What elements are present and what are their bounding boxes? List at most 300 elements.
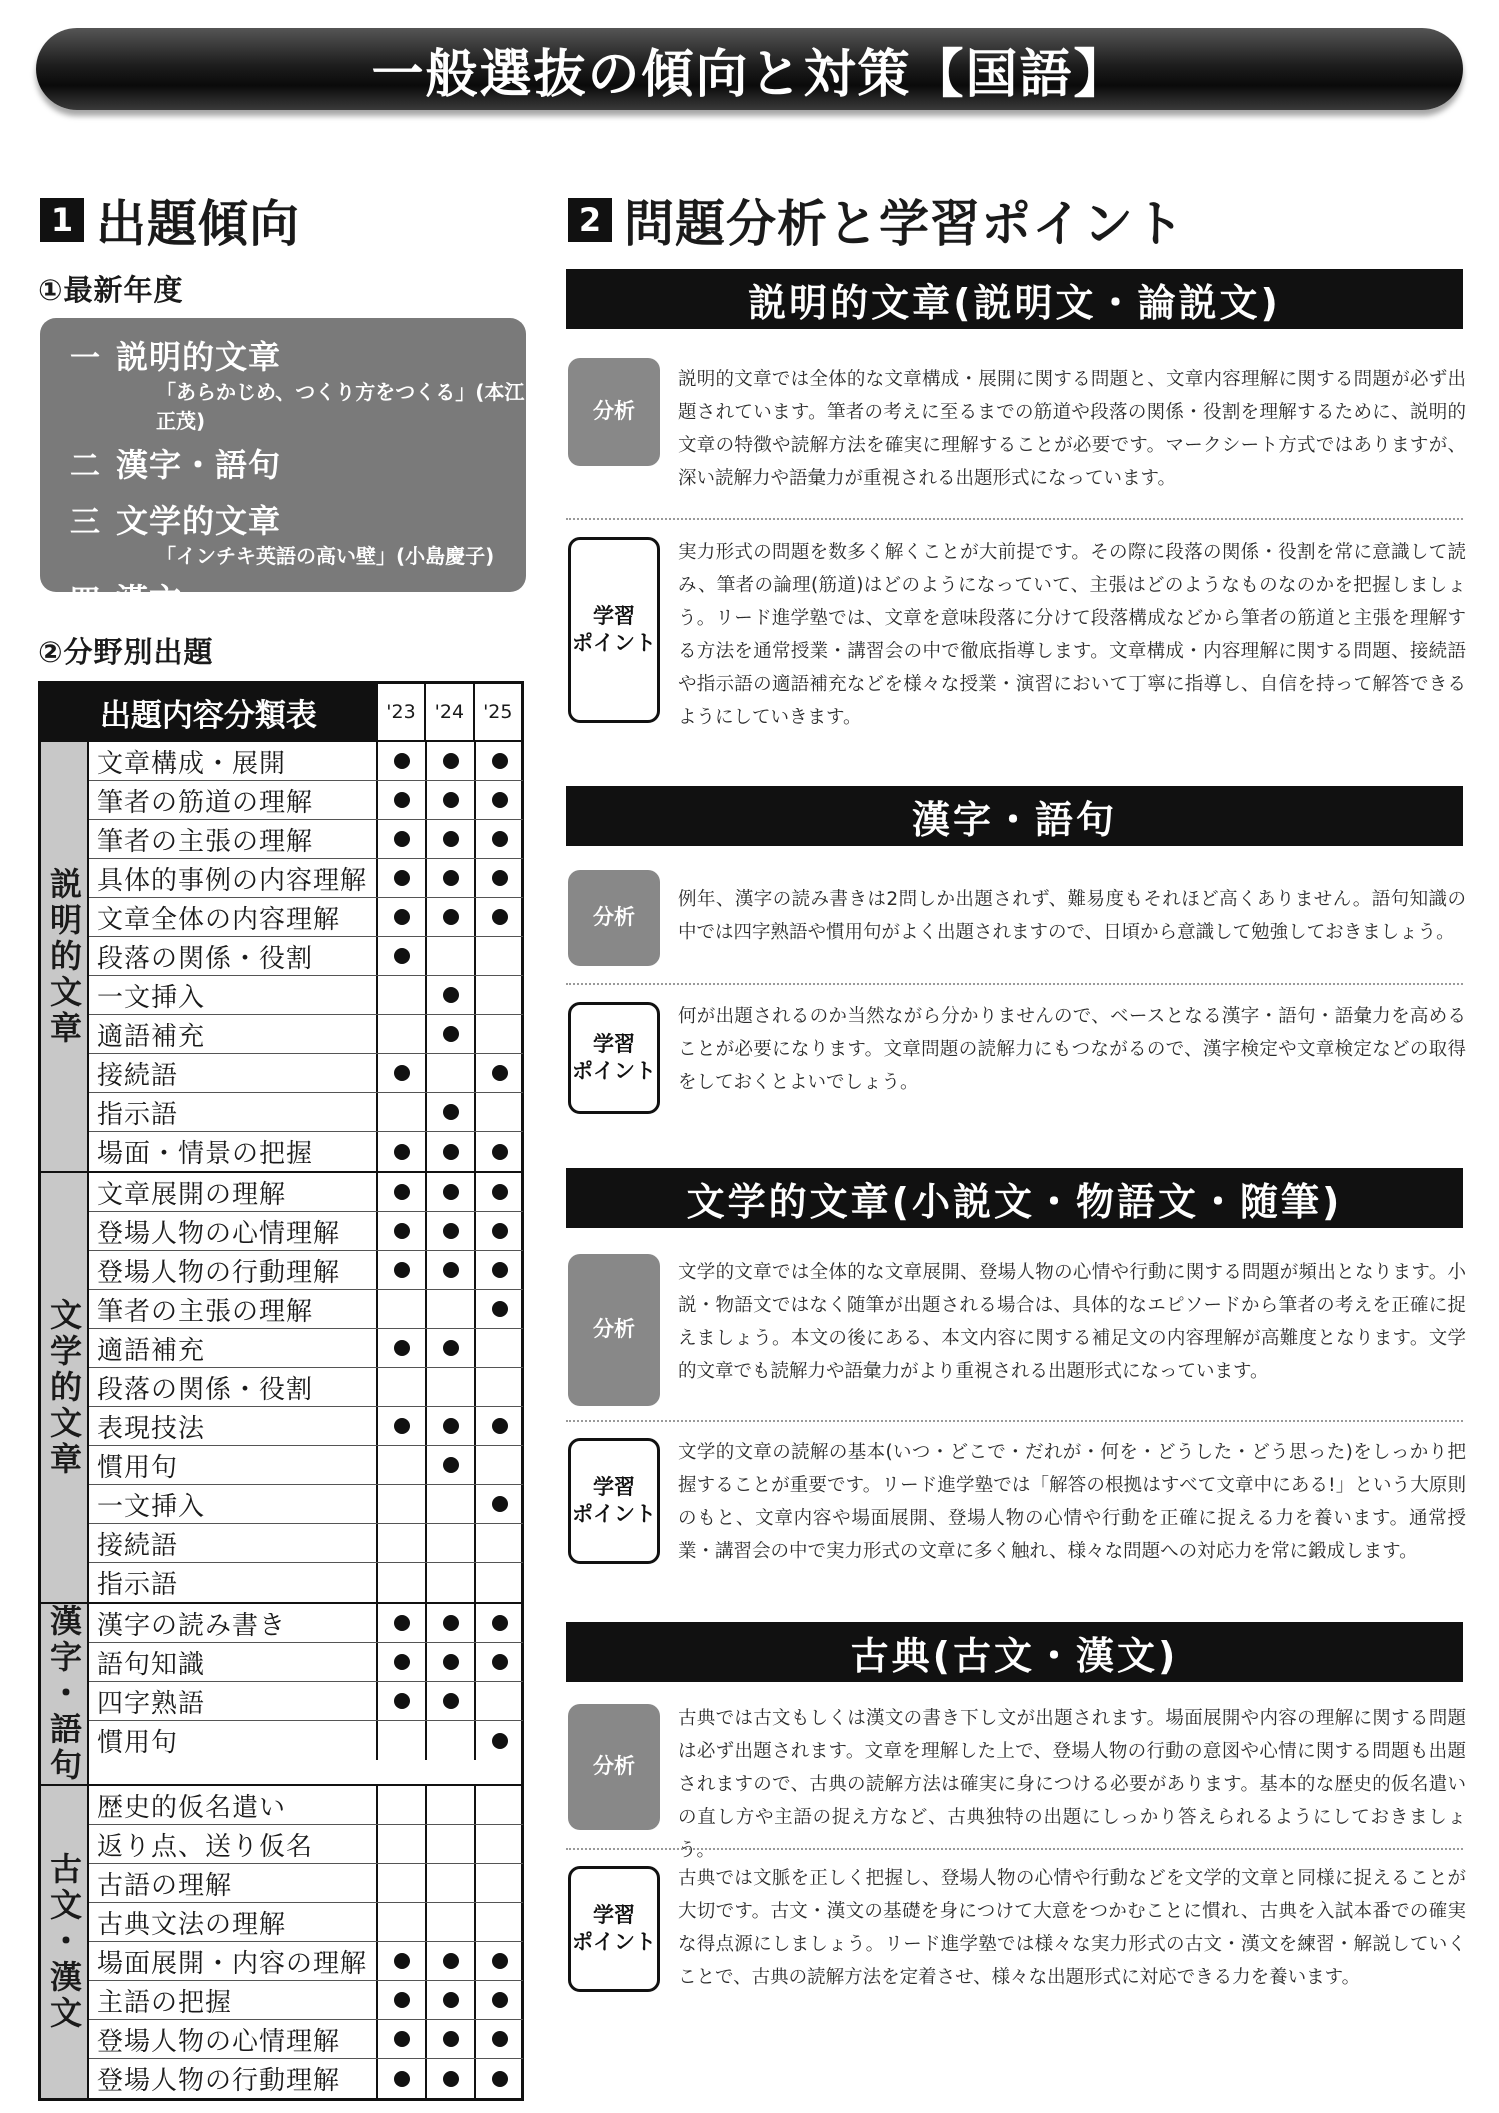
filled-circle-icon [443,2031,459,2047]
bunseki-text: 例年、漢字の読み書きは2問しか出題されず、難易度もそれほど高くありません。語句知識の中では四字熟語や慣用句がよく出題されますので、日頃から意識して勉強しておきましょう。 [678,889,1466,943]
bunseki-text: 文学的文章では全体的な文章展開、登場人物の心情や行動に関する問題が頻出となります。小説・物語文ではなく随筆が出題される場合は、具体的なエピソードから筆者の考えを正確に捉えましょう。本文の後にある、本文内容に関する補足文の内容理解が高難度となります。文学的文章でも読解力や語彙力がより重視される出題形式になっています。 [678,1262,1466,1382]
mark-cell [474,1942,523,1980]
row-label: 段落の関係・役割 [97,1374,314,1405]
mark-cell [376,898,425,936]
filled-circle-icon [443,1184,459,1200]
filled-circle-icon [443,1223,459,1239]
mark-cell [425,1981,474,2019]
table-row [89,1132,523,1171]
latest-item-num: 一 [70,341,100,376]
mark-cell [474,781,523,819]
mark-cell [425,937,474,975]
row-label: 接続語 [97,1060,179,1091]
mark-cell [474,1093,523,1131]
row-label: 登場人物の心情理解 [97,2026,341,2057]
filled-circle-icon [394,1615,410,1631]
category-cell [41,1786,89,2098]
table-group [41,1786,521,2098]
table-group [41,1173,521,1604]
filled-circle-icon [492,1615,508,1631]
mark-cell [376,1446,425,1484]
row-label: 古典文法の理解 [97,1909,287,1940]
mark-cell [425,898,474,936]
point-badge [568,1866,660,1992]
filled-circle-icon [492,1953,508,1969]
mark-cell [425,859,474,897]
filled-circle-icon [443,1104,459,1120]
filled-circle-icon [443,2071,459,2087]
mark-cell [425,1643,474,1681]
mark-cell [376,2059,425,2098]
table-title: 出題内容分類表 [41,684,376,740]
filled-circle-icon [394,1953,410,1969]
separator [566,518,1463,520]
mark-cell [376,1132,425,1171]
mark-cell [376,1825,425,1863]
mark-cell [425,1563,474,1602]
separator [566,1420,1463,1422]
mark-cell [425,2059,474,2098]
mark-cell [474,1015,523,1053]
bunseki-badge: 分析 [568,1704,660,1830]
mark-cell [474,1604,523,1642]
filled-circle-icon [492,1992,508,2008]
point-badge-label: 学習 ポイント [572,603,656,655]
row-label: 指示語 [97,1570,179,1600]
bunseki-badge: 分析 [568,870,660,966]
mark-cell [376,1786,425,1824]
table-row [89,1173,523,1212]
bunseki-badge: 分析 [568,358,660,466]
row-label: 古語の理解 [97,1870,233,1901]
filled-circle-icon [492,870,508,886]
latest-item-title: 漢字・語句 [116,446,282,484]
row-label: 適語補充 [97,1335,206,1366]
filled-circle-icon [492,1733,508,1749]
table-row [89,1786,523,1825]
table-row [89,1825,523,1864]
mark-cell [474,1132,523,1171]
mark-cell [425,1054,474,1092]
mark-cell [474,1329,523,1367]
row-label: 具体的事例の内容理解 [97,865,368,896]
mark-cell [425,1864,474,1902]
table-row [89,1054,523,1093]
latest-item-source: 「宝物集」 [200,592,301,616]
mark-cell [474,898,523,936]
latest-item [70,440,526,486]
filled-circle-icon [492,909,508,925]
row-label: 一文挿入 [97,1491,206,1522]
point-badge-label: 学習 ポイント [572,1474,656,1526]
latest-item [70,575,526,621]
row-label: 文章展開の理解 [97,1179,287,1210]
row-label: 登場人物の行動理解 [97,2066,341,2096]
mark-cell [425,1604,474,1642]
filled-circle-icon [394,1065,410,1081]
filled-circle-icon [492,792,508,808]
bunseki-badge: 分析 [568,1254,660,1406]
filled-circle-icon [443,792,459,808]
section1-title: 出題傾向 [96,195,300,253]
table-row [89,1981,523,2020]
section1-number: 1 [40,198,84,242]
mark-cell [425,781,474,819]
mark-cell [425,1485,474,1523]
mark-cell [425,1212,474,1250]
table-group [41,1604,521,1786]
filled-circle-icon [443,987,459,1003]
mark-cell [474,1251,523,1289]
table-row [89,820,523,859]
table-row [89,1524,523,1563]
mark-cell [376,1015,425,1053]
latest-item-source: 「インチキ英語の高い壁」(小島慶子) [156,544,495,568]
latest-item [70,496,526,542]
year-header: '23 [376,684,424,740]
mark-cell [474,820,523,858]
title-banner [36,28,1463,110]
table-row [89,1643,523,1682]
mark-cell [474,742,523,780]
mark-cell [376,1093,425,1131]
table-row [89,742,523,781]
filled-circle-icon [443,870,459,886]
mark-cell [474,1786,523,1824]
mark-cell [425,1524,474,1562]
filled-circle-icon [443,1026,459,1042]
table-row [89,976,523,1015]
table-row [89,1251,523,1290]
category-label: 古文・漢文 [45,1852,83,2032]
mark-cell [376,1251,425,1289]
filled-circle-icon [394,909,410,925]
filled-circle-icon [443,1418,459,1434]
mark-cell [474,937,523,975]
filled-circle-icon [443,1654,459,1670]
mark-cell [376,937,425,975]
mark-cell [474,1903,523,1941]
filled-circle-icon [443,1262,459,1278]
mark-cell [376,1329,425,1367]
mark-cell [425,1368,474,1406]
mark-cell [474,1054,523,1092]
row-label: 文章全体の内容理解 [97,904,341,935]
mark-cell [474,2020,523,2058]
filled-circle-icon [443,909,459,925]
separator [566,1848,1463,1850]
table-row [89,2059,523,2098]
filled-circle-icon [394,2031,410,2047]
point-badge [568,1438,660,1564]
filled-circle-icon [443,831,459,847]
mark-cell [474,1981,523,2019]
mark-cell [425,1329,474,1367]
latest-item-num: 四 [70,584,100,619]
filled-circle-icon [492,831,508,847]
row-label: 四字熟語 [97,1688,206,1719]
point-text: 文学的文章の読解の基本(いつ・どこで・だれが・何を・どうした・どう思った)をしっかり把握することが重要です。リード進学塾では「解答の根拠はすべて文章中にある!」という大原則のもと、文章内容や場面展開、登場人物の心情や行動を正確に捉える力を養います。通常授業・講習会の中で実力形式の文章に多く触れ、様々な問題への対応力を常に鍛成します。 [678,1442,1466,1562]
mark-cell [376,742,425,780]
latest-box [40,318,526,619]
mark-cell [376,1604,425,1642]
filled-circle-icon [492,1144,508,1160]
latest-item-title: 説明的文章 [116,338,282,376]
row-label: 場面展開・内容の理解 [97,1948,368,1979]
mark-cell [425,1682,474,1720]
row-label: 表現技法 [97,1413,206,1444]
point-badge [568,537,660,723]
latest-item-num: 三 [70,505,100,540]
mark-cell [376,1942,425,1980]
filled-circle-icon [394,1654,410,1670]
category-cell [41,1604,89,1784]
mark-cell [376,1407,425,1445]
mark-cell [376,1524,425,1562]
field-table [38,681,524,2101]
row-label: 文章構成・展開 [97,748,287,779]
mark-cell [425,2020,474,2058]
mark-cell [474,1173,523,1211]
filled-circle-icon [394,948,410,964]
mark-cell [474,2059,523,2098]
category-cell [41,742,89,1171]
mark-cell [474,976,523,1014]
mark-cell [376,1981,425,2019]
table-header [41,684,521,742]
mark-cell [474,1290,523,1328]
filled-circle-icon [492,1301,508,1317]
row-label: 歴史的仮名遣い [97,1792,287,1823]
filled-circle-icon [443,1953,459,1969]
table-row [89,937,523,976]
table-row [89,1942,523,1981]
mark-cell [474,1485,523,1523]
mark-cell [376,1212,425,1250]
filled-circle-icon [492,1496,508,1512]
mark-cell [425,1132,474,1171]
mark-cell [376,859,425,897]
filled-circle-icon [394,1340,410,1356]
bunseki-text: 古典では古文もしくは漢文の書き下し文が出題されます。場面展開や内容の理解に関する問題は必ず出題されます。文章を理解した上で、登場人物の行動の意図や心情に関する問題も出題されますので、古典の読解方法は確実に身につける必要があります。基本的な歴史的仮名遣いの直し方や主語の捉え方など、古典独特の出題にしっかり答えられるようにしておきましょう。 [678,1708,1466,1861]
row-label: 一文挿入 [97,982,206,1013]
point-text: 古典では文脈を正しく把握し、登場人物の心情や行動などを文学的文章と同様に捉えることが大切です。古文・漢文の基礎を身につけて大意をつかむことに慣れ、古典を入試本番での確実な得点源にしましょう。リード進学塾では様々な実力形式の古文・漢文を練習・解説していくことで、古典の読解方法を定着させ、様々な出題形式に対応できる力を養います。 [678,1868,1466,1988]
mark-cell [474,1825,523,1863]
mark-cell [376,1368,425,1406]
mark-cell [425,1407,474,1445]
section2-title: 問題分析と学習ポイント [624,195,1185,253]
row-label: 慣用句 [97,1728,179,1758]
point-badge-label: 学習 ポイント [572,1902,656,1954]
filled-circle-icon [394,831,410,847]
section-bar: 漢字・語句 [566,786,1463,846]
mark-cell [376,2020,425,2058]
table-row [89,1290,523,1329]
table-row [89,898,523,937]
mark-cell [474,1524,523,1562]
filled-circle-icon [394,1262,410,1278]
row-label: 登場人物の行動理解 [97,1257,341,1288]
row-label: 筆者の主張の理解 [97,1296,314,1327]
filled-circle-icon [443,1693,459,1709]
filled-circle-icon [443,1144,459,1160]
row-label: 適語補充 [97,1021,206,1052]
mark-cell [425,1903,474,1941]
table-row [89,1485,523,1524]
table-row [89,1329,523,1368]
latest-item-title: 文学的文章 [116,502,282,540]
filled-circle-icon [492,1418,508,1434]
mark-cell [425,1446,474,1484]
section-bar: 文学的文章(小説文・物語文・随筆) [566,1168,1463,1228]
latest-item-source: 「あらかじめ、つくり方をつくる」(本江正茂) [156,380,525,433]
table-row [89,1682,523,1721]
filled-circle-icon [492,1654,508,1670]
filled-circle-icon [394,1184,410,1200]
mark-cell [376,1643,425,1681]
mark-cell [425,1786,474,1824]
row-label: 場面・情景の把握 [97,1139,314,1169]
table-row [89,781,523,820]
table-row [89,1093,523,1132]
mark-cell [425,742,474,780]
row-label: 筆者の主張の理解 [97,826,314,857]
category-label: 文学的文章 [45,1297,83,1478]
mark-cell [425,1290,474,1328]
table-row [89,1446,523,1485]
bunseki-text: 説明的文章では全体的な文章構成・展開に関する問題と、文章内容理解に関する問題が必ず出題されています。筆者の考えに至るまでの筋道や段落の関係・役割を理解するために、説明的文章の特徴や読解方法を確実に理解することが必要です。マークシート方式ではありますが、深い読解力や語彙力が重視される出題形式になっています。 [678,369,1466,489]
mark-cell [425,1721,474,1760]
filled-circle-icon [394,1992,410,2008]
mark-cell [376,1682,425,1720]
mark-cell [376,1290,425,1328]
mark-cell [376,820,425,858]
year-header: '25 [473,684,521,740]
filled-circle-icon [394,792,410,808]
filled-circle-icon [394,2071,410,2087]
mark-cell [425,820,474,858]
mark-cell [425,1093,474,1131]
mark-cell [474,859,523,897]
row-label: 主語の把握 [97,1987,233,2018]
mark-cell [376,1563,425,1602]
category-label: 説明的文章 [45,866,83,1047]
mark-cell [474,1368,523,1406]
mark-cell [425,976,474,1014]
filled-circle-icon [394,753,410,769]
row-label: 漢字の読み書き [97,1610,287,1641]
point-badge [568,1002,660,1114]
filled-circle-icon [443,753,459,769]
mark-cell [474,1721,523,1760]
row-label: 登場人物の心情理解 [97,1218,341,1249]
row-label: 語句知識 [97,1649,206,1680]
filled-circle-icon [492,1184,508,1200]
mark-cell [474,1407,523,1445]
year-header: '24 [424,684,472,740]
point-text: 何が出題されるのか当然ながら分かりませんので、ベースとなる漢字・語句・語彙力を高めることが必要になります。文章問題の読解力にもつながるので、漢字検定や文章検定などの取得をしておくとよいでしょう。 [678,1006,1466,1093]
filled-circle-icon [443,1992,459,2008]
mark-cell [474,1446,523,1484]
mark-cell [474,1563,523,1602]
mark-cell [474,1682,523,1720]
filled-circle-icon [443,1340,459,1356]
table-row [89,1212,523,1251]
filled-circle-icon [394,1223,410,1239]
mark-cell [425,1173,474,1211]
table-row [89,1563,523,1602]
row-label: 返り点、送り仮名 [97,1831,314,1862]
mark-cell [376,976,425,1014]
table-row [89,1368,523,1407]
point-badge-label: 学習 ポイント [572,1031,656,1083]
latest-heading: ①最新年度 [38,273,184,307]
point-text: 実力形式の問題を数多く解くことが大前提です。その際に段落の関係・役割を常に意識して読み、筆者の論理(筋道)はどのようになっていて、主張はどのようなものなのかを把握しましょう。リード進学塾では、文章を意味段落に分けて段落構成などから筆者の筋道と主張を理解する方法を通常授業・講習会の中で徹底指導します。文章構成・内容理解に関する問題、接続語や指示語の適語補充などを様々な授業・演習において丁寧に指導し、自信を持って解答できるようにしていきます。 [678,542,1466,728]
row-label: 筆者の筋道の理解 [97,787,314,818]
mark-cell [425,1942,474,1980]
mark-cell [474,1643,523,1681]
filled-circle-icon [492,2031,508,2047]
separator [566,983,1463,985]
table-row [89,1604,523,1643]
category-label: 漢字・語句 [45,1604,83,1784]
table-row [89,1407,523,1446]
filled-circle-icon [394,1418,410,1434]
row-label: 接続語 [97,1530,179,1561]
filled-circle-icon [492,1223,508,1239]
section1-heading [40,184,300,256]
filled-circle-icon [394,1144,410,1160]
section2-number: 2 [568,198,612,242]
mark-cell [425,1825,474,1863]
mark-cell [474,1212,523,1250]
mark-cell [376,1903,425,1941]
table-row [89,1721,523,1760]
row-label: 段落の関係・役割 [97,943,314,974]
table-body [41,742,521,2098]
mark-cell [376,1173,425,1211]
filled-circle-icon [443,1615,459,1631]
filled-circle-icon [394,870,410,886]
table-row [89,1864,523,1903]
table-row [89,2020,523,2059]
page-title: 一般選抜の傾向と対策【国語】 [371,44,1128,105]
filled-circle-icon [394,1693,410,1709]
mark-cell [425,1015,474,1053]
mark-cell [376,781,425,819]
mark-cell [376,1485,425,1523]
section2-heading [568,184,1185,256]
category-cell [41,1173,89,1602]
section-bar: 説明的文章(説明文・論説文) [566,269,1463,329]
latest-item [70,332,526,378]
row-label: 慣用句 [97,1452,179,1483]
latest-item-title: 漢文 [116,581,183,619]
filled-circle-icon [492,1262,508,1278]
table-row [89,1015,523,1054]
filled-circle-icon [492,753,508,769]
filled-circle-icon [492,2071,508,2087]
table-row [89,1903,523,1942]
mark-cell [474,1864,523,1902]
filled-circle-icon [443,1457,459,1473]
row-label: 指示語 [97,1099,179,1130]
mark-cell [425,1251,474,1289]
mark-cell [376,1054,425,1092]
table-group [41,742,521,1173]
mark-cell [376,1864,425,1902]
filled-circle-icon [492,1065,508,1081]
